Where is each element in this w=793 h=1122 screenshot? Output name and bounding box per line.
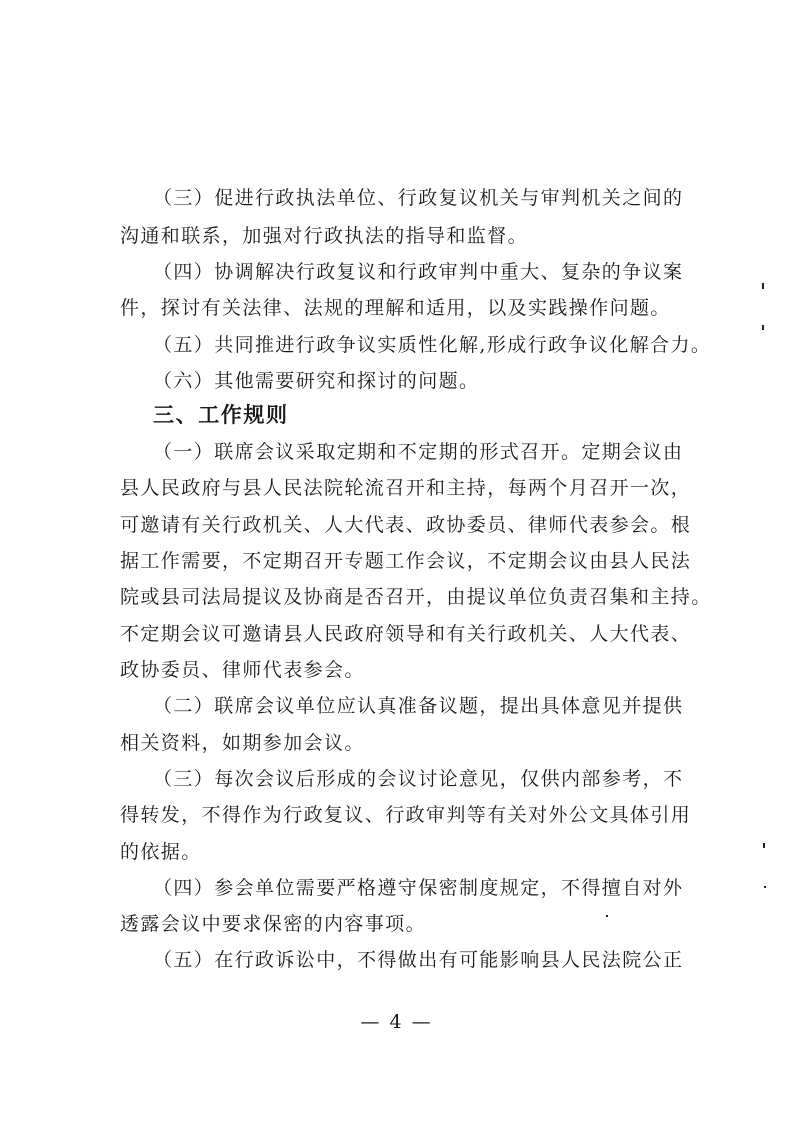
- paragraph-line: 得转发，不得作为行政复议、行政审判等有关对外公文具体引用: [120, 804, 692, 826]
- paragraph-line: 相关资料，如期参加会议。: [120, 732, 365, 754]
- paragraph-line: （四）参会单位需要严格遵守保密制度规定，不得擅自对外: [153, 877, 684, 899]
- scan-mark: [762, 283, 764, 289]
- scan-mark: [606, 915, 608, 917]
- paragraph-line: （四）协调解决行政复议和行政审判中重大、复杂的争议案: [153, 261, 684, 283]
- scan-mark: [762, 325, 764, 330]
- paragraph-line: 的依据。: [120, 841, 202, 863]
- paragraph-line: （六）其他需要研究和探讨的问题。: [153, 370, 480, 392]
- paragraph-line: 据工作需要，不定期召开专题工作会议，不定期会议由县人民法: [120, 550, 692, 572]
- paragraph-line: 政协委员、律师代表参会。: [120, 659, 365, 681]
- paragraph-line: （三）每次会议后形成的会议讨论意见，仅供内部参考，不: [153, 768, 684, 790]
- scan-mark: [764, 886, 766, 888]
- page-number: — 4 —: [360, 1011, 433, 1033]
- paragraph-line: （五）在行政诉讼中，不得做出有可能影响县人民法院公正: [153, 949, 684, 971]
- paragraph-line: 不定期会议可邀请县人民政府领导和有关行政机关、人大代表、: [120, 623, 692, 645]
- paragraph-line: （一）联席会议采取定期和不定期的形式召开。定期会议由: [153, 441, 684, 463]
- paragraph-line: （三）促进行政执法单位、行政复议机关与审判机关之间的: [153, 187, 684, 209]
- paragraph-line: 件，探讨有关法律、法规的理解和适用，以及实践操作问题。: [120, 297, 671, 319]
- paragraph-line: （二）联席会议单位应认真准备议题，提出具体意见并提供: [153, 695, 684, 717]
- scan-mark: [763, 843, 765, 848]
- section-heading: 三、工作规则: [153, 403, 289, 427]
- paragraph-line: 院或县司法局提议及协商是否召开，由提议单位负责召集和主持。: [120, 586, 712, 608]
- paragraph-line: 县人民政府与县人民法院轮流召开和主持，每两个月召开一次，: [120, 477, 692, 499]
- paragraph-line: （五）共同推进行政争议实质性化解,形成行政争议化解合力。: [153, 334, 712, 356]
- paragraph-line: 沟通和联系，加强对行政执法的指导和监督。: [120, 225, 529, 247]
- paragraph-line: 透露会议中要求保密的内容事项。: [120, 913, 427, 935]
- paragraph-line: 可邀请有关行政机关、人大代表、政协委员、律师代表参会。根: [120, 514, 692, 536]
